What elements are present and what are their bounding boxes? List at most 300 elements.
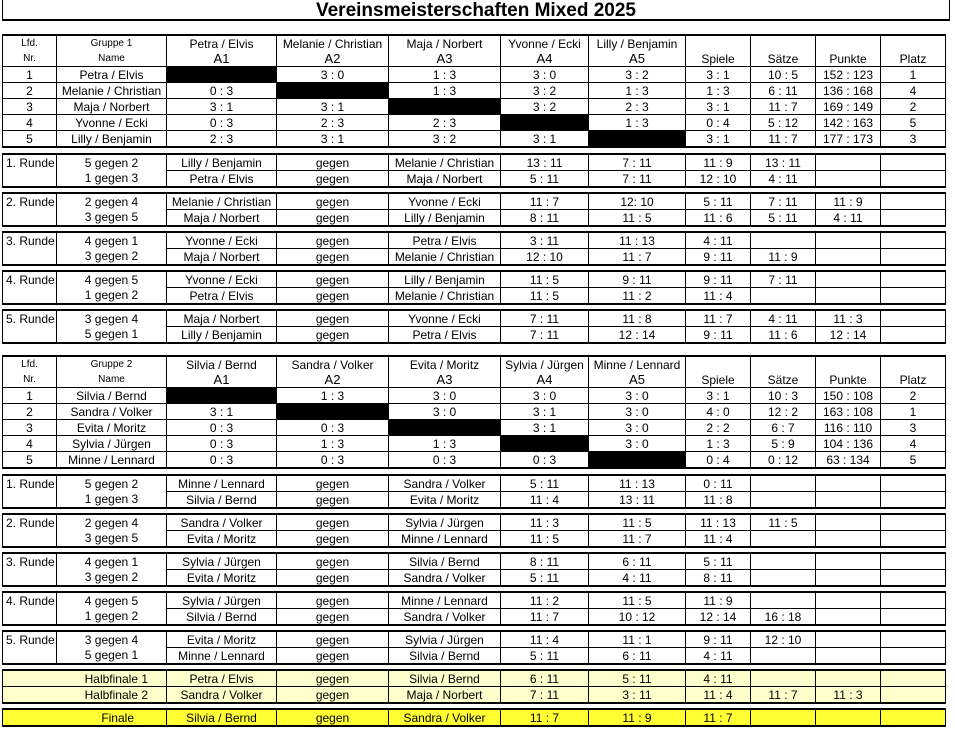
empty-cell [881,492,946,509]
match-row [3,232,946,249]
match-row [3,475,946,492]
round-label-empty [3,249,57,266]
set-score-1: 8 : 11 [501,553,589,570]
empty-cell [881,193,946,210]
nr-header: Nr. [3,51,57,67]
set-score-4 [751,232,816,249]
set-score-4 [751,531,816,548]
set-score-3: 12 : 14 [686,609,751,626]
set-score-1: 5 : 11 [501,648,589,665]
set-score-4 [751,592,816,609]
result-cell: 0 : 3 [277,452,389,469]
empty-cell [881,670,946,687]
semifinal-row [3,670,946,687]
set-score-5 [816,570,881,587]
header-empty [751,356,816,372]
empty-cell [881,327,946,344]
team-2: Sandra / Volker [389,570,501,587]
result-cell: 3 : 0 [501,67,589,83]
result-cell: 1 : 3 [389,67,501,83]
spiele-value: 3 : 1 [686,67,751,83]
column-code-1: A1 [167,51,277,67]
column-team-1: Silvia / Bernd [167,356,277,372]
punkte-value: 136 : 168 [816,83,881,99]
column-team-3: Maja / Norbert [389,35,501,51]
punkte-value: 163 : 108 [816,404,881,420]
result-cell: 3 : 0 [589,436,686,452]
round-label: 5. Runde [3,631,57,648]
set-score-3: 12 : 10 [686,171,751,188]
set-score-3: 9 : 11 [686,631,751,648]
semifinal-label: Halbfinale 1 [3,670,167,687]
column-team-5: Minne / Lennard [589,356,686,372]
result-cell: 3 : 2 [501,83,589,99]
team-number: 4 [3,115,57,131]
set-score-4: 11 : 6 [751,327,816,344]
header-empty [881,35,946,51]
match-row [3,514,946,531]
pairing: 4 gegen 1 [57,553,167,570]
result-cell: 0 : 3 [167,436,277,452]
set-score-4 [751,670,816,687]
group-2-round-5 [2,630,946,665]
set-score-1: 11 : 7 [501,709,589,726]
team-number: 3 [3,99,57,115]
match-row [3,492,946,509]
platz-value: 4 [881,436,946,452]
blocked-cell [389,99,501,115]
set-score-4: 13 : 11 [751,154,816,171]
set-score-5 [816,609,881,626]
gegen-label: gegen [277,592,389,609]
set-score-5: 11 : 3 [816,310,881,327]
pairing: 1 gegen 2 [57,609,167,626]
team-number: 1 [3,67,57,83]
spiele-value: 3 : 1 [686,99,751,115]
set-score-3: 11 : 8 [686,492,751,509]
group-2-round-3 [2,552,946,587]
header-empty [816,35,881,51]
spiele-value: 3 : 1 [686,388,751,404]
set-score-1: 11 : 2 [501,592,589,609]
pairing: 2 gegen 4 [57,514,167,531]
nr-header: Nr. [3,372,57,388]
standings-row [3,131,946,148]
pairing: 1 gegen 3 [57,171,167,188]
column-team-4: Yvonne / Ecki [501,35,589,51]
empty-cell [881,271,946,288]
team-number: 5 [3,131,57,148]
team-2: Maja / Norbert [389,687,501,704]
pairing: 4 gegen 5 [57,271,167,288]
name-header: Name [57,372,167,388]
team-1: Petra / Elvis [167,670,277,687]
match-row [3,531,946,548]
set-score-4: 7 : 11 [751,193,816,210]
gegen-label: gegen [277,154,389,171]
match-row [3,609,946,626]
set-score-3: 4 : 11 [686,670,751,687]
empty-cell [881,709,946,726]
round-label-empty [3,210,57,227]
result-cell: 3 : 0 [501,388,589,404]
round-label: 3. Runde [3,232,57,249]
group-2-table [2,355,946,469]
pairing: 4 gegen 5 [57,592,167,609]
gegen-label: gegen [277,310,389,327]
team-2: Sylvia / Jürgen [389,514,501,531]
empty-cell [881,687,946,704]
round-label-empty [3,492,57,509]
set-score-2: 11 : 13 [589,232,686,249]
team-name: Lilly / Benjamin [57,131,167,148]
standings-row [3,83,946,99]
set-score-1: 11 : 5 [501,531,589,548]
set-score-2: 3 : 11 [589,687,686,704]
set-score-1: 11 : 5 [501,271,589,288]
set-score-2: 11 : 13 [589,475,686,492]
team-1: Lilly / Benjamin [167,154,277,171]
team-2: Lilly / Benjamin [389,210,501,227]
set-score-3: 11 : 7 [686,310,751,327]
spiele-value: 1 : 3 [686,83,751,99]
gegen-label: gegen [277,631,389,648]
set-score-3: 4 : 11 [686,648,751,665]
team-1: Silvia / Bernd [167,492,277,509]
platz-value: 5 [881,115,946,131]
set-score-5: 11 : 3 [816,687,881,704]
set-score-4 [751,648,816,665]
header-empty [751,35,816,51]
match-row [3,310,946,327]
set-score-5 [816,531,881,548]
gegen-label: gegen [277,210,389,227]
result-cell: 0 : 3 [501,452,589,469]
gegen-label: gegen [277,475,389,492]
empty-cell [881,609,946,626]
set-score-3: 9 : 11 [686,271,751,288]
spiele-header: Spiele [686,51,751,67]
team-name: Melanie / Christian [57,83,167,99]
team-1: Sandra / Volker [167,687,277,704]
empty-cell [881,232,946,249]
set-score-5 [816,631,881,648]
team-1: Maja / Norbert [167,210,277,227]
team-1: Maja / Norbert [167,310,277,327]
team-2: Yvonne / Ecki [389,193,501,210]
set-score-2: 11 : 5 [589,592,686,609]
column-code-1: A1 [167,372,277,388]
result-cell: 3 : 0 [389,388,501,404]
match-row [3,210,946,227]
match-row [3,171,946,188]
team-1: Yvonne / Ecki [167,232,277,249]
team-1: Minne / Lennard [167,475,277,492]
set-score-4 [751,553,816,570]
team-2: Yvonne / Ecki [389,310,501,327]
result-cell: 2 : 3 [277,115,389,131]
team-1: Melanie / Christian [167,193,277,210]
round-label: 5. Runde [3,310,57,327]
group-1-round-5 [2,309,946,344]
set-score-1: 11 : 4 [501,631,589,648]
final-table [2,708,946,727]
set-score-2: 5 : 11 [589,670,686,687]
team-2: Melanie / Christian [389,154,501,171]
team-1: Evita / Moritz [167,570,277,587]
spiele-header: Spiele [686,372,751,388]
set-score-4: 11 : 5 [751,514,816,531]
set-score-1: 7 : 11 [501,687,589,704]
match-row [3,154,946,171]
platz-value: 2 [881,388,946,404]
set-score-1: 12 : 10 [501,249,589,266]
blocked-cell [589,131,686,148]
set-score-3: 11 : 13 [686,514,751,531]
result-cell: 0 : 3 [277,420,389,436]
pairing: 5 gegen 2 [57,475,167,492]
blocked-cell [589,452,686,469]
set-score-2: 11 : 9 [589,709,686,726]
match-row [3,271,946,288]
round-label-empty [3,288,57,305]
match-row [3,327,946,344]
column-team-2: Melanie / Christian [277,35,389,51]
set-score-3: 9 : 11 [686,249,751,266]
result-cell: 0 : 3 [167,452,277,469]
set-score-2: 11 : 1 [589,631,686,648]
platz-value: 3 [881,420,946,436]
column-code-5: A5 [589,51,686,67]
set-score-2: 11 : 5 [589,210,686,227]
set-score-2: 6 : 11 [589,553,686,570]
pairing: 3 gegen 2 [57,570,167,587]
punkte-value: 169 : 149 [816,99,881,115]
round-label: 1. Runde [3,475,57,492]
group-1-round-3 [2,231,946,266]
team-name: Evita / Moritz [57,420,167,436]
set-score-3: 11 : 6 [686,210,751,227]
spiele-value: 4 : 0 [686,404,751,420]
standings-row [3,388,946,404]
team-1: Evita / Moritz [167,531,277,548]
result-cell: 3 : 0 [589,388,686,404]
punkte-value: 63 : 134 [816,452,881,469]
team-number: 4 [3,436,57,452]
result-cell: 3 : 1 [167,99,277,115]
pairing: 3 gegen 5 [57,210,167,227]
blocked-cell [501,115,589,131]
team-1: Silvia / Bernd [167,709,277,726]
saetze-header: Sätze [751,51,816,67]
group-1-round-2 [2,192,946,227]
pairing: 3 gegen 2 [57,249,167,266]
result-cell: 3 : 2 [389,131,501,148]
result-cell: 3 : 1 [501,131,589,148]
round-label: 3. Runde [3,553,57,570]
set-score-1: 3 : 11 [501,232,589,249]
column-code-2: A2 [277,372,389,388]
header-row [3,372,946,388]
gegen-label: gegen [277,531,389,548]
empty-cell [881,570,946,587]
set-score-1: 11 : 5 [501,288,589,305]
gegen-label: gegen [277,709,389,726]
punkte-header: Punkte [816,51,881,67]
set-score-2: 11 : 8 [589,310,686,327]
blocked-cell [167,388,277,404]
empty-cell [881,210,946,227]
result-cell: 3 : 2 [589,67,686,83]
set-score-4: 7 : 11 [751,271,816,288]
empty-cell [881,631,946,648]
gegen-label: gegen [277,288,389,305]
team-name: Sandra / Volker [57,404,167,420]
team-number: 2 [3,83,57,99]
result-cell: 3 : 1 [277,99,389,115]
team-2: Silvia / Bernd [389,553,501,570]
result-cell: 0 : 3 [389,452,501,469]
set-score-5 [816,553,881,570]
set-score-1: 8 : 11 [501,210,589,227]
set-score-5 [816,592,881,609]
team-name: Petra / Elvis [57,67,167,83]
saetze-value: 11 : 7 [751,131,816,148]
set-score-4: 11 : 7 [751,687,816,704]
set-score-2: 11 : 5 [589,514,686,531]
team-2: Sylvia / Jürgen [389,631,501,648]
gegen-label: gegen [277,570,389,587]
set-score-2: 13 : 11 [589,492,686,509]
gegen-label: gegen [277,232,389,249]
team-2: Evita / Moritz [389,492,501,509]
team-2: Silvia / Bernd [389,670,501,687]
platz-value: 4 [881,83,946,99]
match-row [3,592,946,609]
header-empty [686,35,751,51]
group-name: Gruppe 1 [57,35,167,51]
platz-value: 1 [881,67,946,83]
header-empty [881,356,946,372]
result-cell: 3 : 0 [589,420,686,436]
set-score-2: 7 : 11 [589,171,686,188]
standings-row [3,99,946,115]
standings-row [3,452,946,469]
team-name: Sylvia / Jürgen [57,436,167,452]
header-empty [816,356,881,372]
team-1: Maja / Norbert [167,249,277,266]
team-2: Sandra / Volker [389,475,501,492]
round-label-empty [3,327,57,344]
team-number: 2 [3,404,57,420]
result-cell: 3 : 0 [277,67,389,83]
saetze-value: 5 : 9 [751,436,816,452]
empty-cell [881,531,946,548]
result-cell: 0 : 3 [167,115,277,131]
saetze-value: 0 : 12 [751,452,816,469]
set-score-1: 11 : 4 [501,492,589,509]
blocked-cell [167,67,277,83]
team-2: Silvia / Bernd [389,648,501,665]
result-cell: 3 : 1 [277,131,389,148]
set-score-4: 11 : 9 [751,249,816,266]
gegen-label: gegen [277,271,389,288]
match-row [3,249,946,266]
header-row [3,356,946,372]
round-label: 4. Runde [3,271,57,288]
spiele-value: 1 : 3 [686,436,751,452]
result-cell: 0 : 3 [167,83,277,99]
set-score-1: 7 : 11 [501,327,589,344]
team-1: Silvia / Bernd [167,609,277,626]
result-cell: 3 : 0 [389,404,501,420]
set-score-5 [816,249,881,266]
pairing: 3 gegen 4 [57,310,167,327]
team-2: Petra / Elvis [389,327,501,344]
set-score-5 [816,492,881,509]
set-score-1: 5 : 11 [501,171,589,188]
result-cell: 0 : 3 [167,420,277,436]
set-score-5 [816,171,881,188]
gegen-label: gegen [277,193,389,210]
result-cell: 1 : 3 [389,83,501,99]
team-2: Sandra / Volker [389,609,501,626]
column-team-2: Sandra / Volker [277,356,389,372]
spiele-value: 0 : 4 [686,115,751,131]
lfd-header: Lfd. [3,35,57,51]
saetze-header: Sätze [751,372,816,388]
set-score-2: 10 : 12 [589,609,686,626]
result-cell: 1 : 3 [277,436,389,452]
pairing: 5 gegen 2 [57,154,167,171]
platz-value: 1 [881,404,946,420]
page-title: Vereinsmeisterschaften Mixed 2025 [2,0,950,21]
team-2: Lilly / Benjamin [389,271,501,288]
set-score-3: 11 : 7 [686,709,751,726]
round-label: 4. Runde [3,592,57,609]
semifinals-table [2,669,946,704]
set-score-4 [751,288,816,305]
team-name: Maja / Norbert [57,99,167,115]
team-1: Lilly / Benjamin [167,327,277,344]
set-score-5: 12 : 14 [816,327,881,344]
standings-row [3,67,946,83]
punkte-value: 152 : 123 [816,67,881,83]
punkte-value: 116 : 110 [816,420,881,436]
team-1: Sandra / Volker [167,514,277,531]
empty-cell [881,154,946,171]
team-2: Melanie / Christian [389,249,501,266]
team-1: Petra / Elvis [167,171,277,188]
team-name: Minne / Lennard [57,452,167,469]
team-2: Sandra / Volker [389,709,501,726]
set-score-2: 7 : 11 [589,154,686,171]
platz-header: Platz [881,372,946,388]
set-score-2: 6 : 11 [589,648,686,665]
set-score-1: 11 : 7 [501,609,589,626]
column-code-2: A2 [277,51,389,67]
group-1-round-1 [2,153,946,188]
empty-cell [881,592,946,609]
set-score-3: 5 : 11 [686,193,751,210]
punkte-value: 142 : 163 [816,115,881,131]
column-code-4: A4 [501,51,589,67]
set-score-3: 8 : 11 [686,570,751,587]
empty-cell [881,648,946,665]
saetze-value: 6 : 7 [751,420,816,436]
empty-cell [881,514,946,531]
team-number: 3 [3,420,57,436]
